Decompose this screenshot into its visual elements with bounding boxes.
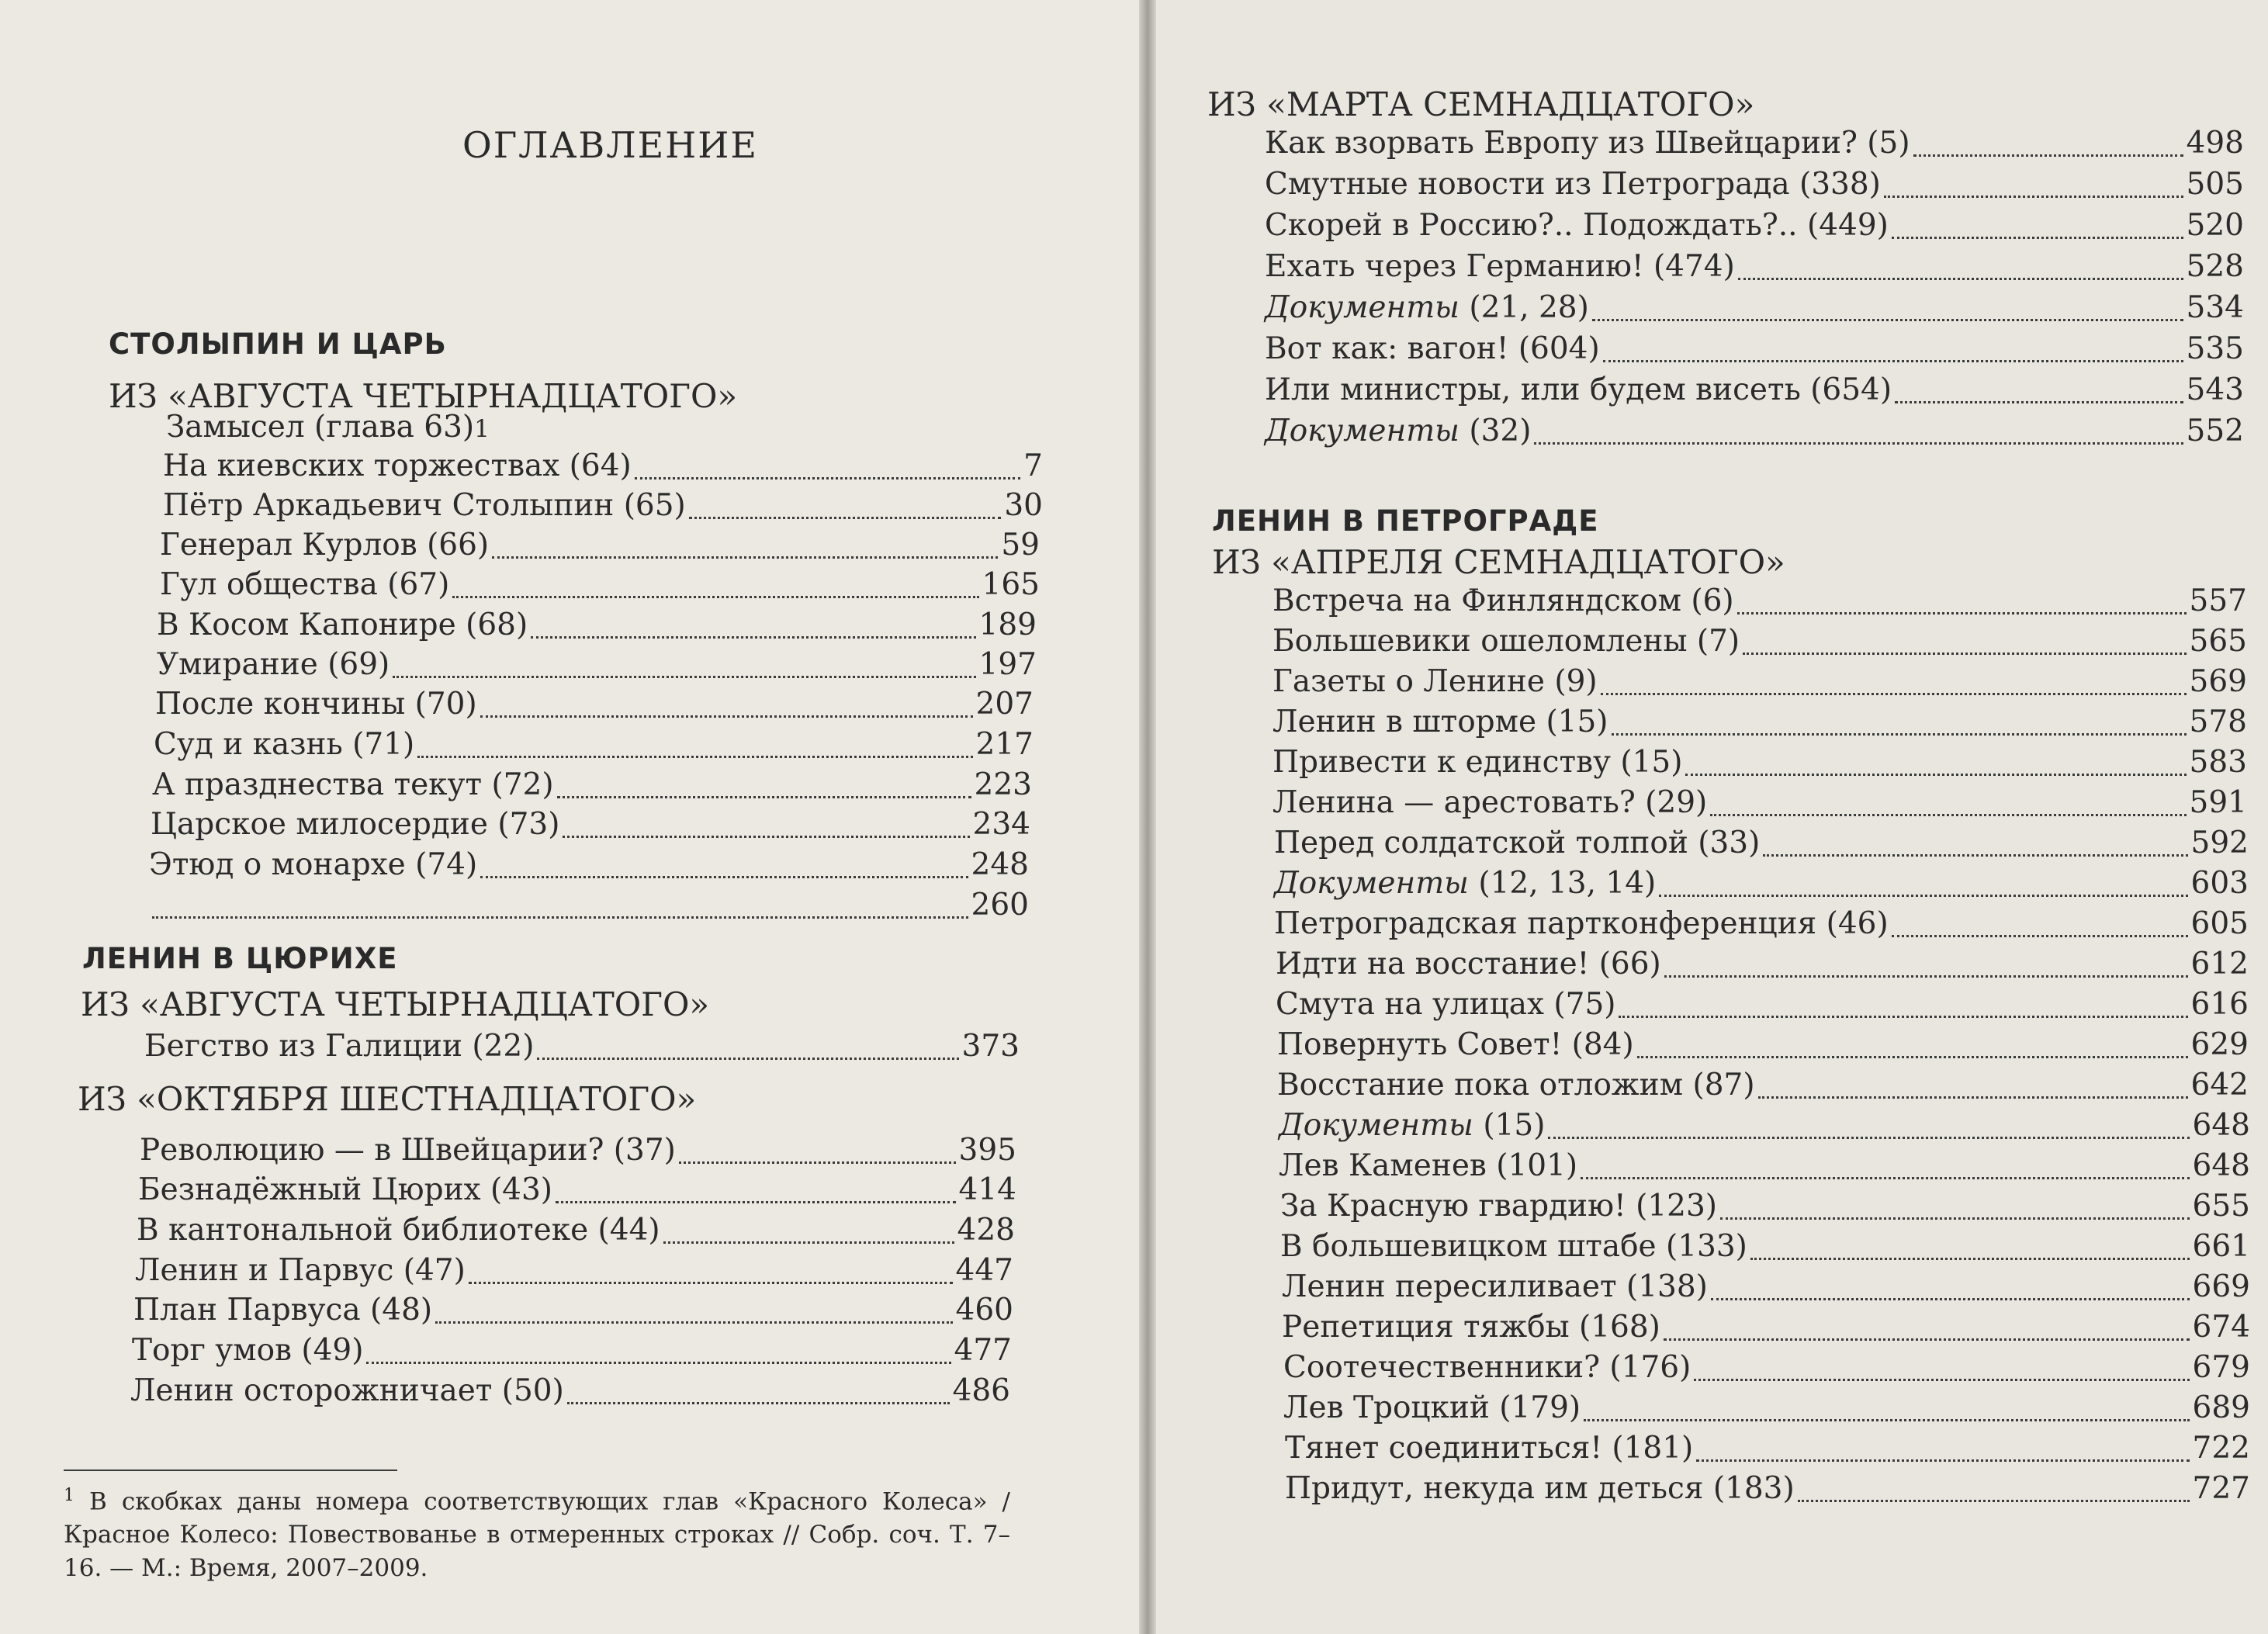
page-number: 528 — [2186, 249, 2244, 284]
toc-entry: Безнадёжный Цюрих (43) 414 — [138, 1172, 1016, 1207]
dot-leader — [366, 1362, 950, 1364]
toc-entry: Смута на улицах (75) 616 — [1276, 987, 2249, 1022]
toc-entry: Придут, некуда им деться (183) 727 — [1285, 1471, 2250, 1506]
dot-leader — [1603, 360, 2183, 362]
page-number: 535 — [2186, 331, 2244, 366]
toc-entry: На киевских торжествах (64) 7 — [163, 448, 1043, 483]
page-number: 605 — [2190, 906, 2249, 941]
dot-leader — [1601, 693, 2187, 695]
footnote-mark: 1 — [474, 415, 490, 443]
page-number: 414 — [958, 1172, 1016, 1207]
section-heading: ЛЕНИН В ЦЮРИХЕ — [82, 942, 398, 975]
toc-entry: Суд и казнь (71) 217 — [154, 727, 1034, 762]
page-title: ОГЛАВЛЕНИЕ — [462, 124, 758, 166]
footnote — [64, 1479, 1010, 1585]
page-number: 689 — [2192, 1390, 2250, 1425]
footnote-text: В скобках даны номера соответствующих глав «Красного Колеса» / Красное Колесо: Повествованье в отмеренных строках // Собр. соч. Т. 7–16. — М.: Время, 2007–2009. — [64, 1487, 1011, 1583]
toc-entry: Ленин осторожничает (50) 486 — [130, 1373, 1010, 1408]
toc-entry: В кантональной библиотеке (44) 428 — [137, 1213, 1015, 1248]
toc-entry: Бегство из Галиции (22) 373 — [144, 1029, 1020, 1064]
page-number: 59 — [1001, 528, 1040, 563]
page-number: 648 — [2192, 1148, 2250, 1183]
page-number: 486 — [952, 1373, 1010, 1408]
page-number: 460 — [955, 1293, 1013, 1328]
page-number: 447 — [955, 1253, 1013, 1288]
page-number: 7 — [1023, 448, 1043, 483]
dot-leader — [480, 715, 973, 718]
page-number: 197 — [978, 647, 1037, 682]
toc-entry: Умирание (69) 197 — [157, 647, 1037, 682]
dot-leader — [689, 517, 1002, 519]
toc-entry: Или министры, или будем висеть (654) 543 — [1265, 372, 2244, 407]
page-number: 629 — [2190, 1027, 2249, 1062]
dot-leader — [1581, 1177, 2189, 1179]
source-heading: ИЗ «АВГУСТА ЧЕТЫРНАДЦАТОГО» — [109, 377, 738, 415]
dot-leader — [417, 756, 972, 758]
toc-entry: Документы (12, 13, 14) 603 — [1274, 866, 2249, 901]
source-heading: ИЗ «МАРТА СЕМНАДЦАТОГО» — [1207, 85, 1755, 123]
toc-entry: Ленина — арестовать? (29) 591 — [1273, 785, 2247, 820]
dot-leader — [635, 477, 1020, 479]
dot-leader — [1720, 1217, 2190, 1220]
page-number: 722 — [2192, 1431, 2250, 1466]
toc-entry: Этюд о монархе (74) 248 — [149, 847, 1029, 882]
toc-entry: Торг умов (49) 477 — [132, 1333, 1012, 1368]
source-heading: ИЗ «ОКТЯБРЯ ШЕСТНАДЦАТОГО» — [78, 1080, 697, 1118]
toc-entry: Лев Каменев (101) 648 — [1279, 1148, 2250, 1183]
dot-leader — [1743, 653, 2186, 655]
dot-leader — [1584, 1419, 2189, 1421]
dot-leader — [152, 916, 968, 919]
toc-entry: Документы (15) 648 — [1279, 1108, 2250, 1143]
page-number: 428 — [957, 1213, 1015, 1248]
toc-entry: А празднества текут (72) 223 — [152, 767, 1032, 802]
page-number: 552 — [2186, 414, 2244, 448]
source-heading: ИЗ «АПРЕЛЯ СЕМНАДЦАТОГО» — [1212, 543, 1785, 581]
dot-leader — [531, 636, 975, 639]
toc-entry: Ленин в шторме (15) 578 — [1273, 704, 2247, 739]
page-number: 234 — [972, 807, 1030, 842]
toc-entry: Лев Троцкий (179) 689 — [1283, 1390, 2250, 1425]
toc-entry: Встреча на Финляндском (6) 557 — [1273, 583, 2247, 618]
dot-leader — [1685, 774, 2186, 776]
toc-entry: Смутные новости из Петрограда (338) 505 — [1265, 167, 2244, 202]
right-page — [1156, 0, 2268, 1634]
dot-leader — [1737, 612, 2187, 614]
section-heading: ЛЕНИН В ПЕТРОГРАДЕ — [1212, 504, 1599, 538]
page-number: 534 — [2186, 290, 2244, 325]
toc-entry: Документы (21, 28) 534 — [1265, 290, 2244, 325]
dot-leader — [1548, 1137, 2189, 1139]
toc-entry: Идти на восстание! (66) 612 — [1276, 947, 2249, 981]
page-number: 189 — [978, 608, 1037, 642]
dot-leader — [1659, 895, 2187, 897]
page-number: 207 — [975, 687, 1034, 722]
toc-entry: Ехать через Германию! (474) 528 — [1265, 249, 2244, 284]
page-number: 612 — [2190, 947, 2249, 981]
dot-leader — [1612, 733, 2187, 736]
dot-leader — [1710, 814, 2186, 816]
toc-entry: Гул общества (67) 165 — [160, 567, 1040, 602]
page-number: 223 — [974, 767, 1032, 802]
toc-entry: Соотечественники? (176) 679 — [1283, 1350, 2250, 1385]
page-number: 260 — [971, 888, 1029, 923]
source-heading: ИЗ «АВГУСТА ЧЕТЫРНАДЦАТОГО» — [81, 985, 710, 1023]
dot-leader — [679, 1161, 956, 1164]
dot-leader — [1711, 1298, 2190, 1300]
dot-leader — [393, 676, 975, 678]
page-number: 642 — [2190, 1068, 2249, 1103]
dot-leader — [1664, 975, 2188, 978]
dot-leader — [1738, 278, 2183, 280]
page-number: 217 — [975, 727, 1034, 762]
toc-entry: Документы (32) 552 — [1265, 414, 2244, 448]
toc-entry: Тянет соединиться! (181) 722 — [1285, 1431, 2250, 1466]
page-number: 557 — [2189, 583, 2247, 618]
dot-leader — [1895, 401, 2183, 403]
page-number: 543 — [2186, 372, 2244, 407]
dot-leader — [1694, 1379, 2189, 1381]
dot-leader — [1763, 854, 2187, 857]
dot-leader — [469, 1282, 953, 1284]
toc-entry: Скорей в Россию?.. Подождать?.. (449) 520 — [1265, 208, 2244, 243]
page-number: 578 — [2189, 704, 2247, 739]
page-number: 565 — [2189, 624, 2247, 659]
page-number: 603 — [2190, 866, 2249, 901]
dot-leader — [537, 1058, 958, 1060]
footnote-rule — [64, 1470, 397, 1471]
dot-leader — [1619, 1016, 2187, 1018]
dot-leader — [663, 1241, 954, 1244]
toc-entry: За Красную гвардию! (123) 655 — [1280, 1189, 2250, 1224]
page-number: 165 — [982, 567, 1040, 602]
dot-leader — [1637, 1056, 2188, 1058]
toc-entry: Привести к единству (15) 583 — [1273, 745, 2247, 780]
page-number: 674 — [2192, 1310, 2250, 1345]
page-number: 669 — [2192, 1269, 2250, 1304]
page-number: 373 — [961, 1029, 1020, 1064]
toc-entry: Большевики ошеломлены (7) 565 — [1273, 624, 2247, 659]
dot-leader — [1884, 196, 2183, 198]
toc-entry: Царское милосердие (73) 234 — [151, 807, 1030, 842]
page-number: 727 — [2192, 1471, 2250, 1506]
book-gutter — [1139, 0, 1156, 1634]
dot-leader — [452, 596, 978, 598]
toc-entry: После кончины (70) 207 — [155, 687, 1034, 722]
dot-leader — [1696, 1459, 2189, 1462]
page-number: 648 — [2192, 1108, 2250, 1143]
dot-leader — [492, 556, 998, 559]
dot-leader — [1592, 319, 2183, 321]
toc-entry: Перед солдатской толпой (33) 592 — [1274, 826, 2249, 860]
page-number: 591 — [2189, 785, 2247, 820]
page-number: 248 — [971, 847, 1029, 882]
dot-leader — [1798, 1500, 2190, 1502]
dot-leader — [1664, 1338, 2190, 1341]
dot-leader — [435, 1321, 952, 1324]
toc-entry: Репетиция тяжбы (168) 674 — [1282, 1310, 2250, 1345]
toc-entry: План Парвуса (48) 460 — [133, 1293, 1013, 1328]
toc-entry: Газеты о Ленине (9) 569 — [1273, 664, 2247, 699]
dot-leader — [1892, 935, 2188, 937]
toc-entry: Петроградская партконференция (46) 605 — [1274, 906, 2249, 941]
toc-entry: В Косом Капонире (68) 189 — [157, 608, 1037, 642]
page-number: 505 — [2186, 167, 2244, 202]
dot-leader — [1892, 237, 2183, 239]
toc-entry: Ленин пересиливает (138) 669 — [1282, 1269, 2250, 1304]
dot-leader — [556, 1201, 956, 1203]
dot-leader — [480, 876, 968, 878]
toc-entry: Повернуть Совет! (84) 629 — [1277, 1027, 2249, 1062]
toc-entry: Революцию — в Швейцарии? (37) 395 — [140, 1133, 1016, 1168]
toc-entry: Восстание пока отложим (87) 642 — [1277, 1068, 2249, 1103]
toc-entry: Замысел (глава 63) 1 — [166, 410, 1043, 447]
page-number: 477 — [954, 1333, 1012, 1368]
page-number: 679 — [2192, 1350, 2250, 1385]
page-number: 655 — [2192, 1189, 2250, 1224]
toc-entry: В большевицком штабе (133) 661 — [1280, 1229, 2250, 1264]
toc-entry: Вот как: вагон! (604) 535 — [1265, 331, 2244, 366]
dot-leader — [1913, 154, 2183, 157]
page-number: 616 — [2190, 987, 2249, 1022]
page-number: 583 — [2189, 745, 2247, 780]
toc-entry: Генерал Курлов (66) 59 — [160, 528, 1040, 563]
page-number: 30 — [1004, 488, 1043, 523]
page-number: 569 — [2189, 664, 2247, 699]
dot-leader — [1750, 1258, 2190, 1260]
page-number: 395 — [958, 1133, 1016, 1168]
section-heading: СТОЛЫПИН И ЦАРЬ — [109, 327, 447, 361]
toc-entry: Как взорвать Европу из Швейцарии? (5) 498 — [1265, 126, 2244, 161]
footnote-mark: 1 — [64, 1486, 74, 1505]
toc-entry: Пётр Аркадьевич Столыпин (65) 30 — [163, 488, 1043, 523]
page-number: 661 — [2192, 1229, 2250, 1264]
toc-entry: Ленин и Парвус (47) 447 — [135, 1253, 1013, 1288]
page-number: 520 — [2186, 208, 2244, 243]
page-number: 498 — [2186, 126, 2244, 161]
page-number: 592 — [2190, 826, 2249, 860]
dot-leader — [1534, 442, 2183, 445]
dot-leader — [563, 836, 969, 838]
toc-entry — [149, 888, 1029, 925]
dot-leader — [1758, 1096, 2188, 1099]
dot-leader — [567, 1402, 950, 1404]
dot-leader — [557, 796, 971, 798]
